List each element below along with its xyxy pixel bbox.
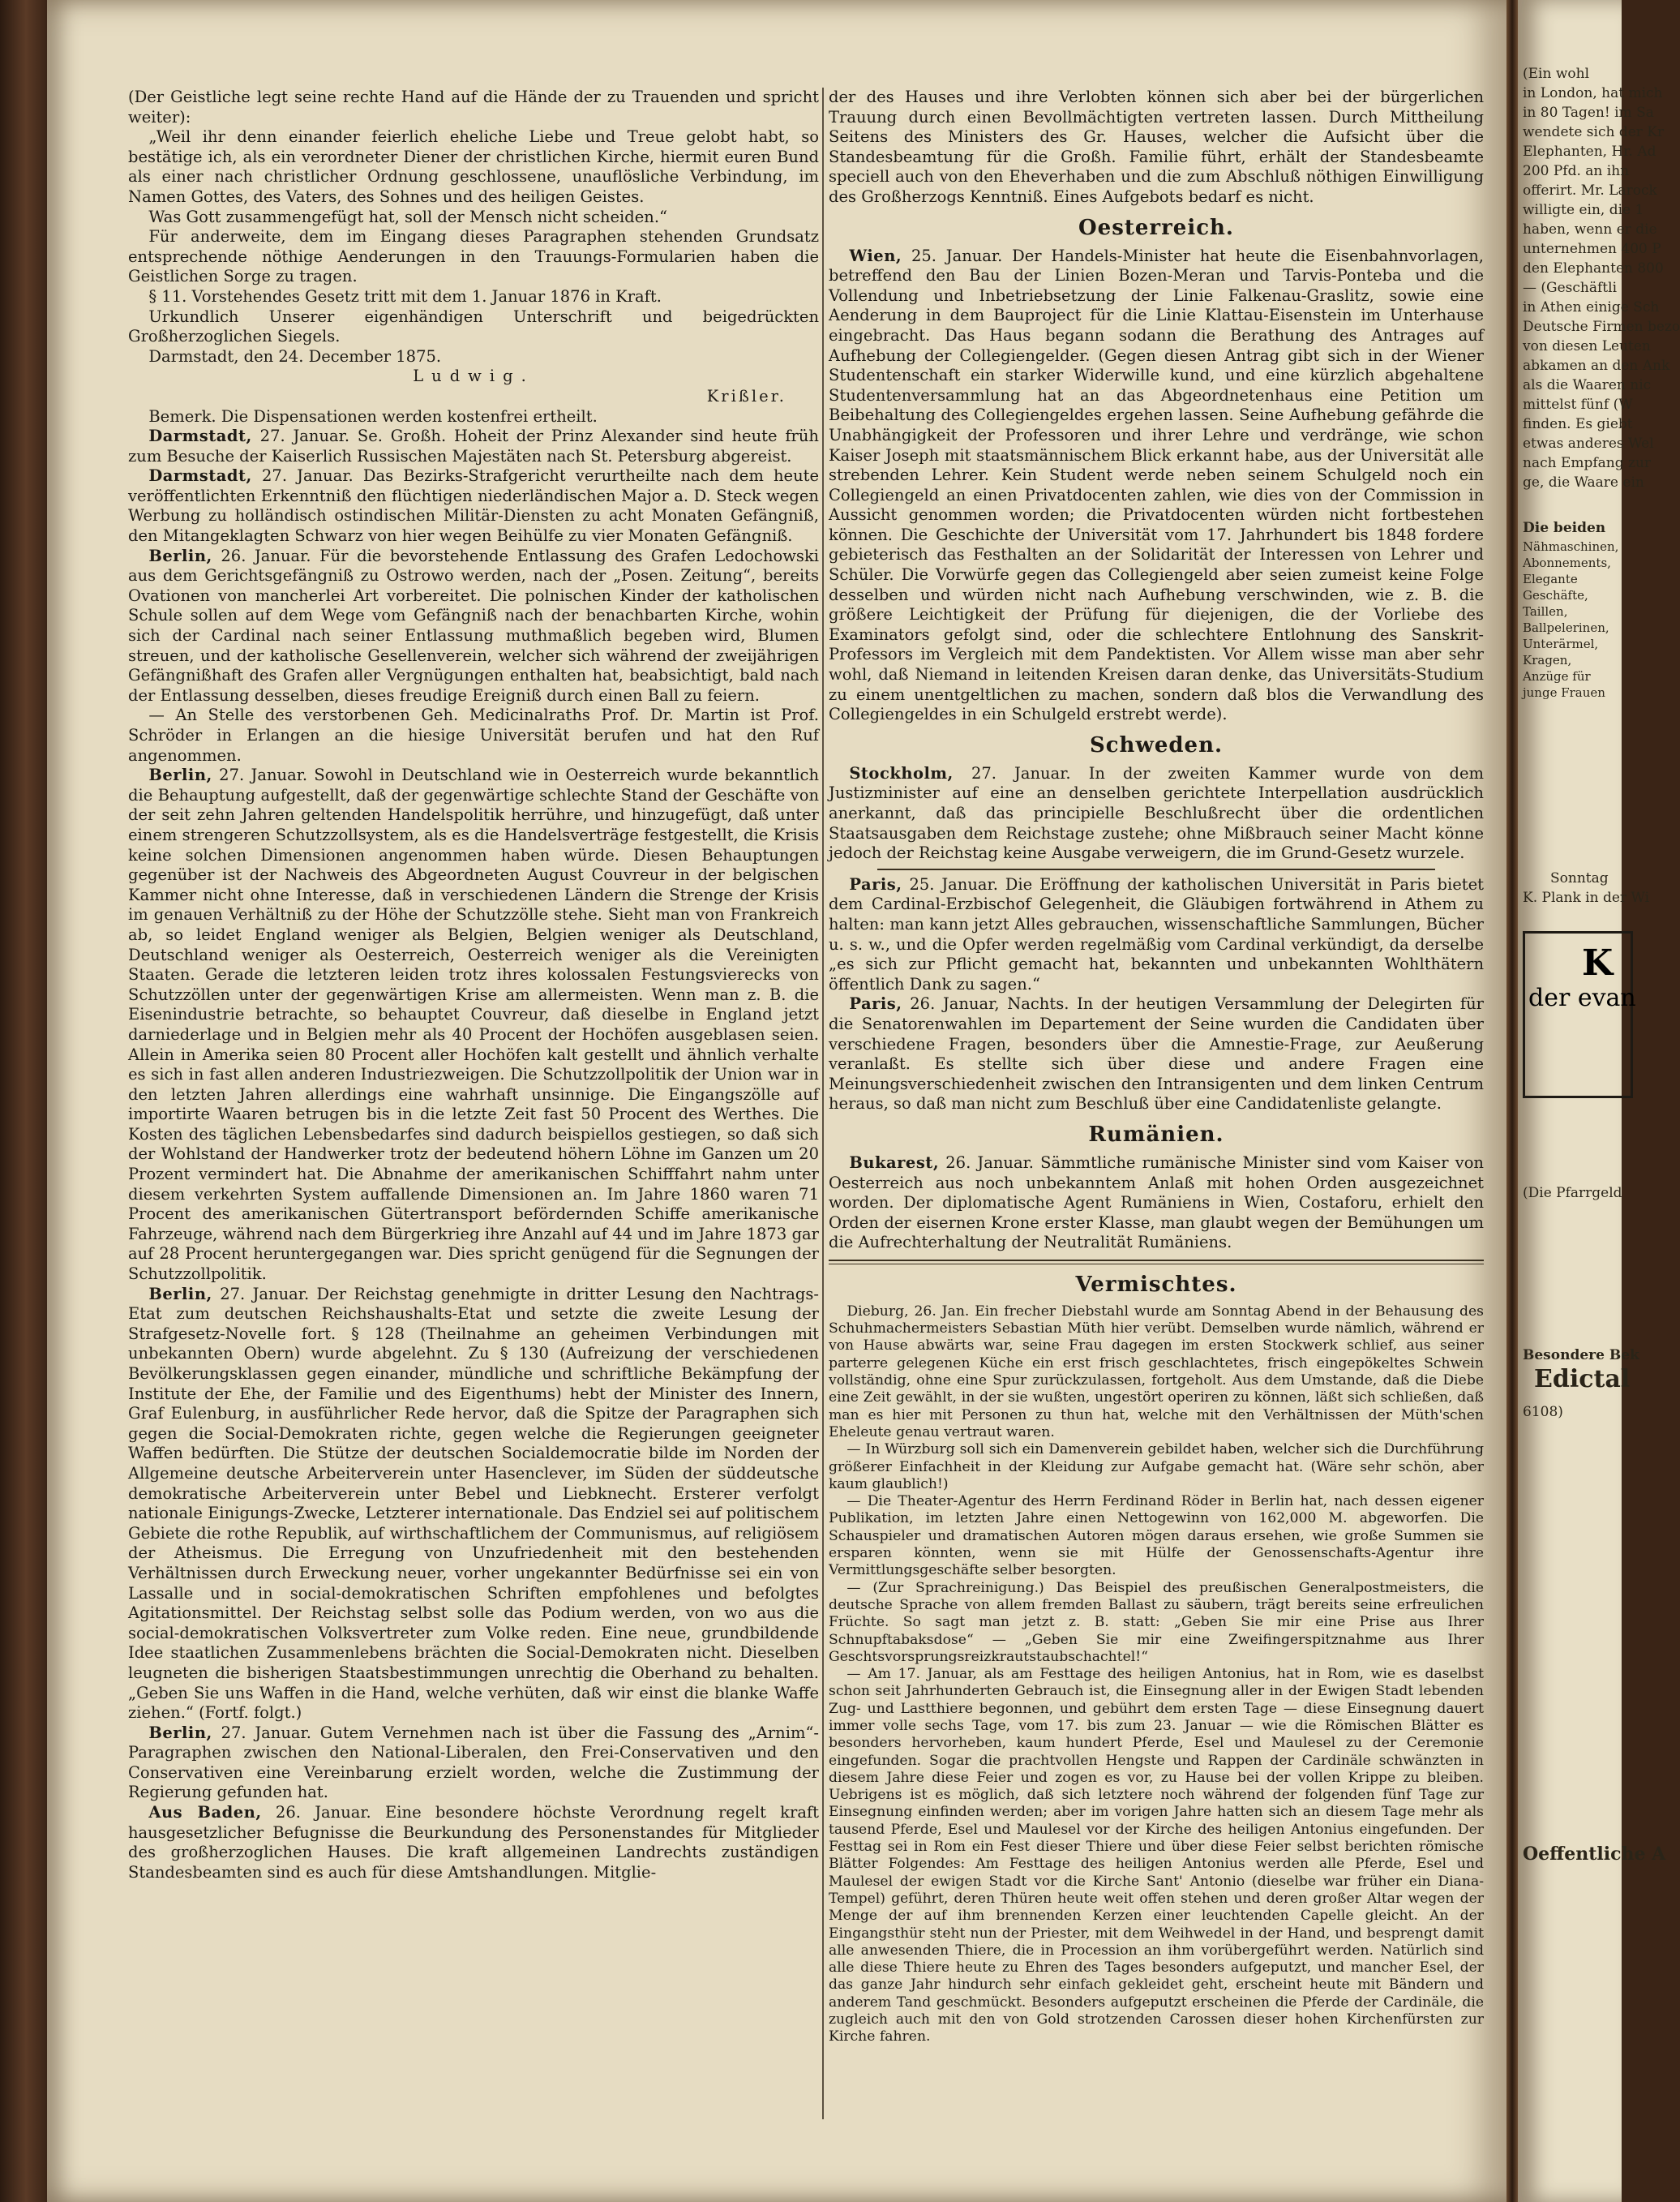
article-text: 27. Januar. Der Reichstag genehmigte in dritter Lesung den Nachtrags-Etat zum deutschen Reichshaushalts-Etat und setzte die zweite Lesung der Strafgesetz-Novelle fort. § 128 (Theilnahme an geheimen Verbindungen mit unbekannten Obern) wurde abgelehnt. Zu § 130 (Aufreizung der verschiedenen Bevölkerungsklassen gegen einander, mündliche und schriftliche Bekämpfung der Institute der Ehe, der Familie und des Eigenthums) hebt der Minister des Innern, Graf Eulenburg, in ausführlicher Rede hervor, daß die Spitze der Paragraphen sich gegen die Social-Demokraten richte, gegen welche die Regierungen geeigneter Waffen bedürften. Die Stütze der deutschen Socialdemocratie bilde im Norden der Allgemeine deutsche Arbeiterverein unter Hasenclever, im Süden der süddeutsche demokratische Arbeiterverein unter Bebel und Liebknecht. Ersterer verfolgt nationale Einigungs-Zwecke, Letzterer internationale. Das Endziel sei auf politischem Gebiete die rothe Republik, auf wirthschaftlichem der Communismus, auf religiösem der Atheismus. Die Erregung von Unzufriedenheit mit den bestehenden Verhältnissen durch Erweckung neuer, vorher ungekannter Bedürfnisse sei ein von Lassalle und in social-demokratischen Schriften empfohlenes und befolgtes Agitationsmittel. Der Reichstag selbst solle das Podium werden, von wo aus die social-demokratischen Volksvertreter zum Volke reden. Eine neue, grundbildende Idee staatlichen Zusammenlebens brächten die Social-Demokraten nicht. Dieselben leugneten die bisherigen Staatsbestimmungen unrechtig die Oberhand zu behalten. „Geben Sie uns Waffen in die Hand, welche verhüten, daß wir einst die blanke Waffe ziehen.“ (Fortf. folgt.) — [128, 1284, 819, 1723]
fragment-text: 6108) — [1523, 1404, 1563, 1420]
article-text: 26. Januar. Sämmtliche rumänische Minister sind vom Kaiser von Oesterreich aus noch unbekanntem Anlaß mit hohen Orden ausgezeichnet worden. Der diplomatische Agent Rumäniens in Wien, Costaforu, erhielt den Orden der eisernen Krone erster Klasse, man glaubt wegen der Bemühungen um die Aufrechterhaltung der Neutralität Rumäniens. — [829, 1153, 1484, 1252]
fragment-text: K. Plank in der Wi — [1523, 890, 1650, 906]
fragment-heading: Edictal — [1534, 1365, 1631, 1393]
fragment-line: ge, die Waare ein — [1523, 474, 1644, 491]
paragraph: „Weil ihr denn einander feierlich eheliche Liebe und Treue gelobt habt, so bestätige ich, als ein verordneter Diener der christlichen Kirche, hiermit euren Bund als einer nach christlicher Ordnung geschlossene, unauflösliche Verbindung, im Namen Gottes, des Vaters, des Sohnes und des heiligen Geistes. — [128, 127, 819, 206]
article-text: 27. Januar. Gutem Vernehmen nach ist über die Fassung des „Arnim“-Paragraphen zwischen den National-Liberalen, den Frei-Conservativen und den Conservativen eine Vereinbarung erzielt worden, welche die Zustimmung der Regierung gefunden hat. — [128, 1723, 820, 1802]
fragment-line: nach Empfang zur — [1523, 455, 1652, 471]
paragraph: Darmstadt, den 24. December 1875. — [148, 346, 442, 366]
dateline: Berlin, — [148, 546, 212, 565]
divider — [877, 869, 1435, 870]
box-letter: K — [1582, 942, 1614, 984]
dateline: Berlin, — [148, 1723, 212, 1742]
article-text: 26. Januar. Für die bevorstehende Entlassung des Grafen Ledochowski aus dem Gerichtsgefängniß zu Ostrowo werden, nach der „Posen. Zeitung“, bereits Ovationen von mancherlei Art vorbereitet. Die polnischen Kinder der katholischen Schule sollen auf dem Wege vom Gefängniß nach der benachbarten Kirche, wohin sich der Cardinal nach seiner Entlassung muthmaßlich begeben wird, Blumen streuen, und der katholische Gesellenverein, welcher sich während der zweijährigen Gefängnißhaft des Grafen aller Vergnügungen enthalten hat, beabsichtigt, bald nach der Entlassung desselben, dieses freudige Ereigniß durch einen Ball zu feiern. — [128, 546, 819, 705]
fragment-text: (Die Pfarrgeld — [1523, 1185, 1622, 1201]
section-heading-miscellaneous: Vermischtes. — [1075, 1272, 1237, 1297]
article-text: 26. Januar. Eine besondere höchste Verordnung regelt kraft hausgesetzlicher Befugnisse die Beurkundung des Personenstandes für Mitglieder des großherzoglichen Hauses. Die kraft allgemeinen Landrechts zuständigen Standesbeamten sind es auch für diese Amtshandlungen. Mitglie- — [128, 1803, 819, 1882]
fragment-line: willigte ein, die 1 — [1523, 202, 1644, 218]
paragraph: der des Hauses und ihre Verlobten können sich aber bei der bürgerlichen Trauung durch einen Bevollmächtigten vertreten lassen. Durch Mittheilung Seitens des Ministers des Gr. Hauses, welcher die Aufsicht über die Standesbeamtung für die Großh. Familie führt, erhält der Standesbeamte speciell auch von den Eheverhaben und die zum Abschluß nöthigen Einwilligung des Großherzogs Kenntniß. Eines Aufgebots bedarf es nicht. — [829, 88, 1484, 206]
article — [128, 547, 819, 706]
note: Bemerk. Die Dispensationen werden kostenfrei ertheilt. — [148, 406, 598, 426]
fragment-line: von diesen Leuten — [1523, 338, 1651, 354]
paragraph: (Der Geistliche legt seine rechte Hand auf die Hände der zu Trauenden und spricht weiter): — [128, 88, 819, 127]
section-heading-sweden: Schweden. — [1089, 732, 1224, 758]
fragment-heading: Oeffentliche A — [1523, 1844, 1666, 1865]
adjacent-page-fragment — [1518, 0, 1680, 2202]
paragraph: — (Zur Sprachreinigung.) Das Beispiel des preußischen Generalpostmeisters, die deutsche Sprache von allem fremden Ballast zu säubern, trägt bereits seine erfreulichen Früchte. So sagt man jetzt z. B. statt: „Geben Sie mir eine Prise aus Ihrer Schnupftabaksdose“ — „Geben Sie mir eine Zweifingerspitznahme aus Ihrer Geschtsvorsprungsreizkrautstaubschachtel!“ — [829, 1579, 1484, 1665]
paragraph: — Die Theater-Agentur des Herrn Ferdinand Röder in Berlin hat, nach dessen eigener Publikation, im letzten Jahre einen Nettogewinn von 162,000 M. abgeworfen. Die Schauspieler und dramatischen Autoren mögen daraus ersehen, wie große Summen sie ersparen könnten, wenn sie mit Hülfe der Genossenschafts-Agentur ihre Vermittlungsgeschäfte selber besorgten. — [829, 1493, 1484, 1579]
paragraph: § 11. Vorstehendes Gesetz tritt mit dem 1. Januar 1876 in Kraft. — [148, 286, 662, 306]
article-text: 27. Januar. Se. Großh. Hoheit der Prinz Alexander sind heute früh zum Besuche der Kaiserlich Russischen Majestäten nach St. Petersburg abgereist. — [128, 427, 819, 466]
article — [128, 1803, 819, 1882]
article-text: 27. Januar. Das Bezirks-Strafgericht verurtheilte nach dem heute veröffentlichten Erkenntniß den flüchtigen niederländischen Major a. D. Steck wegen Werbung zu holländisch ostindischen Militär-Diensten zu acht Monaten Gefängniß, den Mitangeklagten Schwarz von hier wegen Beihülfe zu vier Monaten Gefängniß. — [128, 466, 820, 546]
fragment-heading: Die beiden — [1523, 520, 1606, 536]
article — [829, 875, 1484, 995]
fragment-line: 200 Pfd. an ihn — [1523, 163, 1630, 179]
article — [128, 1723, 819, 1803]
paragraph: — In Würzburg soll sich ein Damenverein gebildet haben, welcher sich die Durchführung größerer Einfachheit in der Kleidung zur Aufgabe gemacht hat. (Wäre sehr schön, aber kaum glaublich!) — [829, 1441, 1484, 1492]
article-text: 25. Januar. Die Eröffnung der katholischen Universität in Paris bietet dem Cardinal-Erzbischof Gelegenheit, die Gläubigen fortwährend in Athem zu halten: man kann jetzt Alles gebrauchen, wissenschaftliche Sammlungen, Bücher u. s. w., und die Opfer werden regelmäßig vom Cardinal verkündigt, da derselbe „es sich zur Pflicht gemacht hat, bekannten und unbekannten Wohlthätern öffentlich Dank zu sagen.“ — [829, 874, 1484, 994]
fragment-line: in 80 Tagen! im Sa — [1523, 105, 1654, 121]
fragment-line: offerirt. Mr. Larock — [1523, 182, 1657, 199]
section-heading-austria: Oesterreich. — [1078, 215, 1234, 240]
fragment-line: in Athen einige Sch — [1523, 299, 1660, 315]
fragment-line: als die Waaren nic — [1523, 377, 1652, 393]
column-divider — [822, 88, 824, 2119]
middle-column — [829, 88, 1484, 2046]
article-text: 26. Januar, Nachts. In der heutigen Versammlung der Delegirten für die Senatorenwahlen im Departement der Seine wurden die Candidaten über verschiedene Fragen, besonders über die Amnestie-Frage, zur Aeußerung veranlaßt. Es stellte sich über diese und andere Fragen eine Meinungsverschiedenheit zwischen den Intransigenten und dem linken Centrum heraus, so daß man nicht zum Beschluß über eine Candidatenliste gelangte. — [829, 994, 1485, 1114]
fragment-line: den Elephanten 800 — [1523, 260, 1664, 277]
countersignature: Krißler. — [706, 386, 786, 406]
dateline: Aus Baden, — [148, 1803, 262, 1822]
fragment-line: mittelst fünf (W — [1523, 397, 1633, 413]
paragraph: Für anderweite, dem im Eingang dieses Paragraphen stehenden Grundsatz entsprechende nöthige Aenderungen in den Trauungs-Formularien haben die Geistlichen Sorge zu tragen. — [128, 227, 819, 286]
dateline: Berlin, — [148, 766, 212, 785]
box-line: der evan — [1528, 984, 1636, 1012]
signature: Ludwig. — [413, 367, 534, 386]
article-text: 27. Januar. In der zweiten Kammer wurde von dem Justizminister auf eine an denselben gerichtete Interpellation ausdrücklich anerkannt, daß das principielle Beschlußrecht über die ordentlichen Staatsausgaben dem Reichstage zustehe; ohne Mißbrauch seiner Macht könne jedoch der Reichstag keine Ausgabe verweigern, die im Grund-Gesetz wurzele. — [829, 763, 1484, 863]
fragment-line: etwas anderes Wel — [1523, 436, 1654, 452]
fragment-line: finden. Es giebt — [1523, 416, 1633, 432]
section-rule — [829, 1260, 1484, 1264]
dateline: Wien, — [849, 246, 902, 265]
article — [128, 427, 819, 466]
paragraph: — An Stelle des verstorbenen Geh. Medicinalraths Prof. Dr. Martin ist Prof. Schröder in Erlangen an die hiesige Universität berufen und hat den Ruf angenommen. — [128, 706, 819, 765]
fragment-line: Deutsche Firmen bezo — [1523, 319, 1680, 335]
fragment-line: (Ein wohl — [1523, 66, 1590, 82]
fragment-line: unternehmen 400 P — [1523, 241, 1661, 257]
article — [829, 994, 1484, 1114]
fragment-line: Elephanten, Hr. Ad — [1523, 144, 1656, 160]
fragment-text: Sonntag — [1550, 870, 1609, 886]
fragment-heading: Besondere Bek — [1523, 1347, 1639, 1363]
section-heading-romania: Rumänien. — [1088, 1122, 1224, 1147]
dateline: Paris, — [849, 874, 902, 894]
paragraph: Urkundlich Unserer eigenhändigen Unterschrift und beigedrückten Großherzoglichen Siegels. — [128, 307, 819, 346]
advert-box — [1523, 931, 1636, 1098]
left-column — [128, 88, 819, 1882]
page-gutter — [1506, 0, 1518, 2202]
paragraph: Dieburg, 26. Jan. Ein frecher Diebstahl wurde am Sonntag Abend in der Behausung des Schuhmachermeisters Sebastian Müth hier verübt. Demselben wurde nämlich, während er von Hause abwärts war, seine Frau dagegen im ersten Stockwerk schlief, aus seiner parterre gelegenen Küche ein erst frisch geschlachtetes, frisch eingepökeltes Schwein vollständig, ohne eine Spur zurückzulassen, fortgeholt. Aus dem Umstande, daß die Diebe eine Zeit gewählt, in der sie wußten, ungestört operiren zu können, läßt sich schließen, daß man es hier mit Personen zu thun hat, welche mit den Verhältnissen der Müth'schen Eheleute genau vertraut waren. — [829, 1303, 1484, 1440]
dateline: Darmstadt, — [148, 427, 252, 446]
dateline: Darmstadt, — [148, 466, 252, 486]
fragment-text: Nähmaschinen, Abonnements, Elegante Geschäfte, Taillen, Ballpelerinen, Unterärmel, Kragen, Anzüge für junge Frauen — [1523, 539, 1619, 700]
fragment-line: in London, hat mich — [1523, 85, 1663, 101]
book-binding — [0, 0, 47, 2202]
article-text: 25. Januar. Der Handels-Minister hat heute die Eisenbahnvorlagen, betreffend den Bau der Linien Bozen-Meran und Tarvis-Ponteba und die Vollendung und Inbetriebsetzung der Linie Falkenau-Graslitz, sowie eine Aenderung in dem Bauproject für die Linie Klattau-Eisenstein im Unterhause eingebracht. Das Haus begann sodann die Berathung des Antrages auf Aufhebung der Collegiengelder. (Gegen diesen Antrag gibt sich in der Wiener Studentenschaft ein starker Widerwille kund, und eine kürzlich abgehaltene Studentenversammlung hat an das Abgeordnetenhaus eine Petition um Beibehaltung des Collegiengeldes ergehen lassen. Seine Aufhebung gefährde die Unabhängigkeit der Professoren und ihrer Lehre und verdränge, wie schon Kaiser Joseph mit staatsmännischem Blick erkannt habe, aus der Universität alle strebenden Lehrer. Kein Student werde neben seinem Schulgeld noch ein Collegiengeld an einen Privatdocenten zahlen, wie dies von der Commission in Aussicht genommen worden; die Privatdocenten würden nicht fortbestehen können. Die Geschichte der Universität vom 17. Jahrhundert bis 1848 fordere gebieterisch das Festhalten an der Solidarität der Interessen von Lehrer und Schüler. Die Vorwürfe gegen das Collegiengeld aber seien zumeist keine Folge desselben und würden nicht nach Aufhebung verschwinden, wie z. B. die größere Leichtigkeit der Prüfung für diejenigen, die der Vorliebe des Examinators gefolgt sind, oder die schlechtere Entlohnung des Sanskrit-Professors im Vergleich mit dem Pandektisten. Vor Allem wisse man aber sehr wohl, daß Niemand in leitenden Kreisen daran denke, das Universitäts-Studium zu einem unentgeltlichen zu machen, sondern daß blos die Verwandlung des Collegiengeldes in ein Schulgeld erstrebt werde). — [829, 246, 1485, 724]
article-text: 27. Januar. Sowohl in Deutschland wie in Oesterreich wurde bekanntlich die Behauptung aufgestellt, daß der gegenwärtige schlechte Stand der Geschäfte von der seit zehn Jahren geltenden Handelspolitik herrühre, und hinzugefügt, daß unter einem strengeren Schutzzollsystem, als es die Handelsverträge festgestellt, die Krisis keine solchen Dimensionen angenommen haben würde. Diesen Behauptungen gegenüber ist der Nachweis des Abgeordneten August Couvreur in der belgischen Kammer nicht ohne Interesse, daß in verschiedenen Ländern die Strenge der Krisis im genauen Verhältniß zu der Höhe der Schutzzölle stehe. Sieht man von Frankreich ab, so leidet England weniger als Belgien, Belgien weniger als Deutschland, Deutschland weniger als Oesterreich, Oesterreich weniger als die Vereinigten Staaten. Gerade die letzteren leiden trotz ihres kolossalen Festungsvierecks von Schutzzöllen unter der gegenwärtigen Krise am allermeisten. Wenn man z. B. die Eisenindustrie betrachte, so behauptet Couvreur, daß dieselbe in England jetzt darniederlage und in Belgien mehr als 40 Procent der Hochöfen ausgeblasen seien. Allein in Amerika seien 80 Procent aller Hochöfen kalt gestellt und ähnlich verhalte es sich in fast allen anderen Industriezweigen. Die Schutzzollpolitik der Union war in den letzten Jahren allerdings eine wahrhaft unsinnige. Die Eingangszölle auf importirte Waaren betrugen bis in die letzte Zeit fast 50 Procent des Werthes. Die Kosten des täglichen Lebensbedarfes sind dadurch beispiellos gestiegen, so daß sich der Wohlstand der Handwerker trotz der bedeutend höhern Löhne im Ganzen um 20 Prozent vermindert hat. Die Abnahme der amerikanischen Schifffahrt nahm unter diesem verkehrten System auffallende Dimensionen an. Im Jahre 1860 waren 71 Procent des amerikanischen Gütertransport befördernden Schiffe amerikanische Fahrzeuge, während nach dem Bürgerkrieg ihre Anzahl auf 44 und im Jahre 1873 gar auf 28 Procent heruntergegangen war. Dies spricht genügend für die Segnungen der Schutzzollpolitik. — [128, 766, 820, 1284]
fragment-line: abkamen an den Ank — [1523, 358, 1670, 374]
paragraph: Was Gott zusammengefügt hat, soll der Mensch nicht scheiden.“ — [148, 207, 668, 226]
fragment-line: wendete sich der Kr — [1523, 124, 1665, 140]
article — [829, 247, 1484, 725]
dateline: Paris, — [849, 994, 902, 1014]
article — [128, 466, 819, 546]
article — [128, 1285, 819, 1723]
paragraph: — Am 17. Januar, als am Festtage des heiligen Antonius, hat in Rom, wie es daselbst schon seit Jahrhunderten Gebrauch ist, die Einsegnung aller in der Ewigen Stadt lebenden Zug- und Lastthiere begonnen, und gebührt dem ersten Tage — diese Einsegnung dauert immer volle sechs Tage, vom 17. bis zum 23. Januar — wie die Römischen Blätter es besonders hervorheben, kaum hundert Pferde, Esel und Maulesel zu der Ceremonie eingefunden. Sogar die prachtvollen Hengste und Rappen der Cardinäle schwänzten in diesem Jahre diese Feier und zogen es vor, zu Hause bei der vollen Krippe zu bleiben. Uebrigens ist es möglich, daß sich letztere noch während der folgenden fünf Tage zur Einsegnung einfinden werden; aber im vorigen Jahre hatten sich an diesem Tage mehr als tausend Pferde, Esel und Maulesel vor der Kirche des heiligen Antonius eingefunden. Der Festtag sei in Rom ein Fest dieser Thiere und über diese Feier selbst berichten römische Blätter Folgendes: Am Festtage des heiligen Antonius werden alle Pferde, Esel und Maulesel der ewigen Stadt vor die Kirche Sant' Antonio (dieselbe war früher ein Diana-Tempel) geführt, deren Thüren heute weit offen stehen und deren großer Altar wegen der Menge der auf ihm brennenden Kerzen einer leuchtenden Capelle gleicht. An der Eingangsthür steht nun der Priester, mit dem Weihwedel in der Hand, und besprengt damit alle anwesenden Thiere, die in Procession an ihm vorübergeführt werden. Natürlich sind alle diese Thiere heute zu Ehren des Tages besonders aufgeputzt, und mancher Esel, der das ganze Jahr hindurch sehr einfach gekleidet geht, erscheint heute mit Bändern und anderem Tand geschmückt. Besonders aufgeputzt erscheinen die Pferde der Cardinäle, die zugleich auch mit den von Gold strotzenden Carossen dieser hohen Kirchenfürsten zur Kirche fahren. — [829, 1666, 1484, 2045]
article — [128, 766, 819, 1284]
dateline: Stockholm, — [849, 763, 954, 783]
fragment-line: haben, wenn er die — [1523, 221, 1657, 238]
article — [829, 1153, 1484, 1253]
fragment-line: — (Geschäftli — [1523, 280, 1618, 296]
dateline: Berlin, — [148, 1284, 212, 1303]
article — [829, 764, 1484, 864]
dateline: Bukarest, — [849, 1153, 940, 1172]
